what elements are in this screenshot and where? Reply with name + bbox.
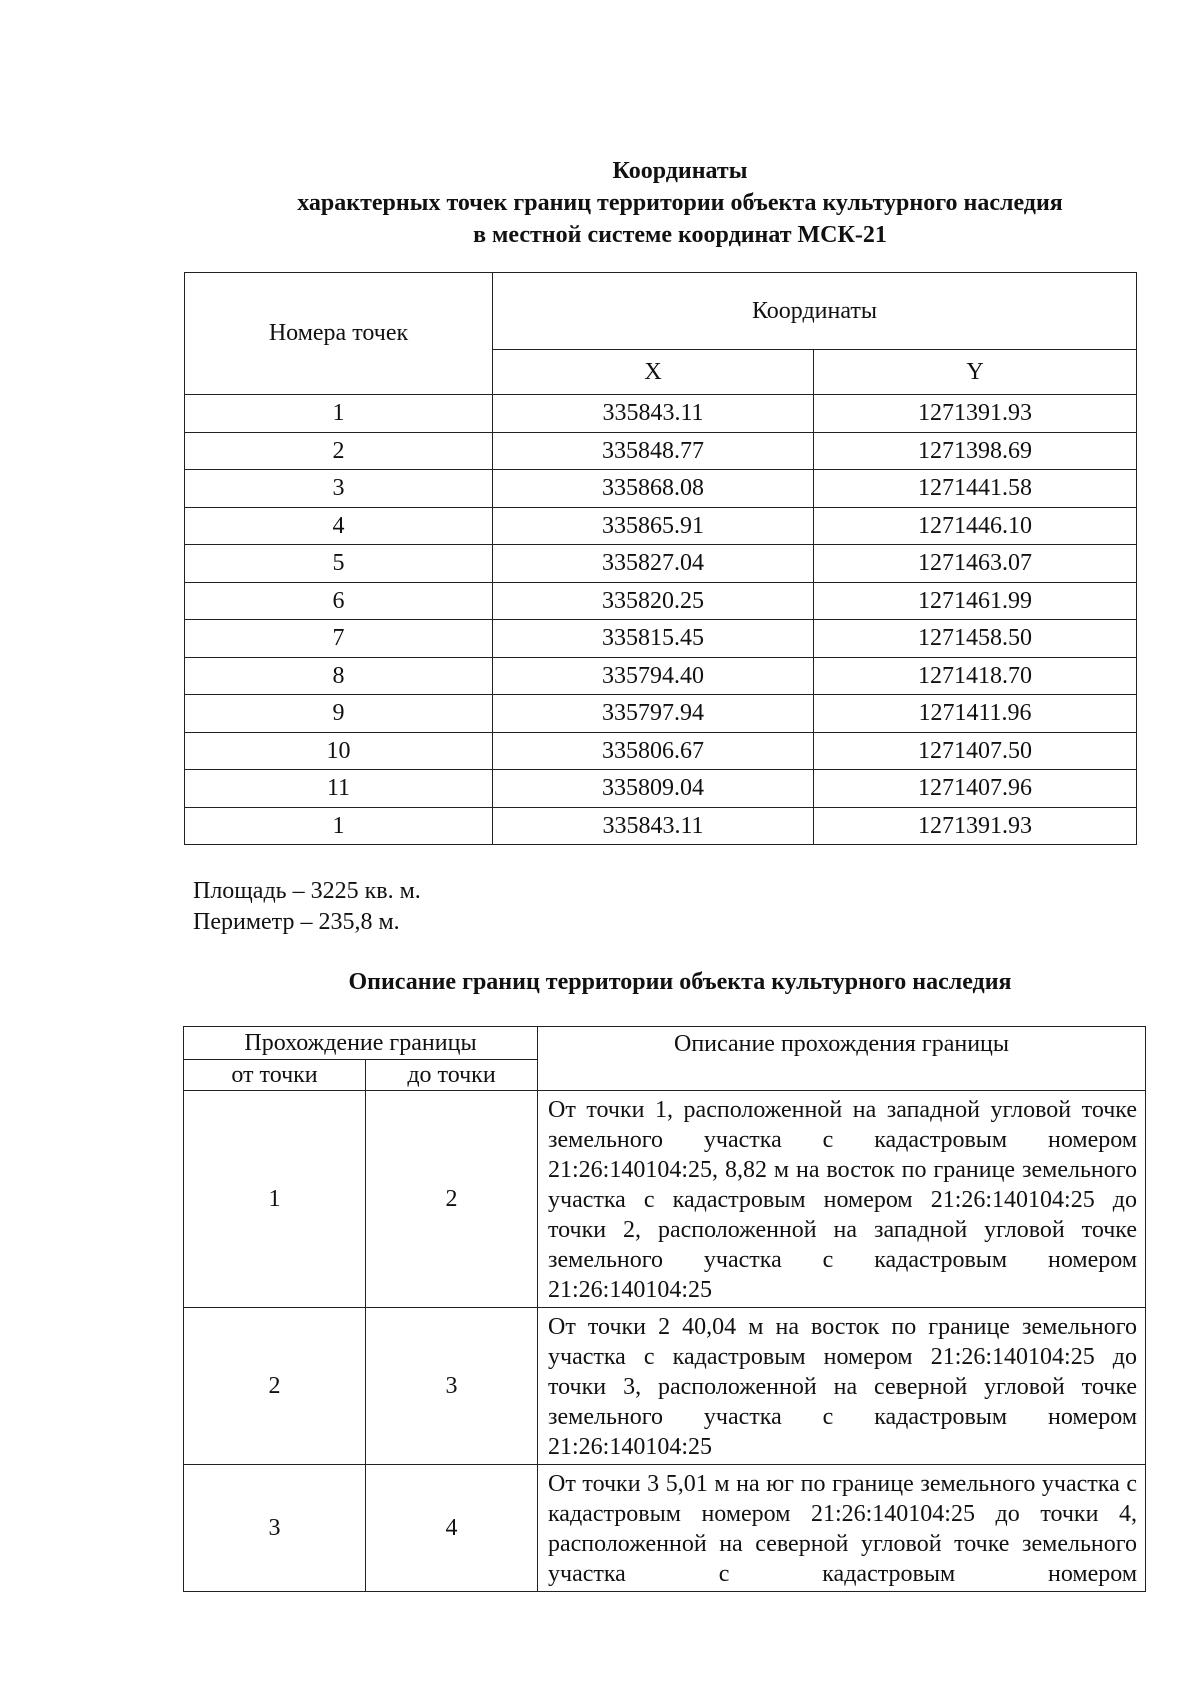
- header-x: X: [493, 350, 814, 395]
- table-row: [184, 1091, 1146, 1308]
- point-number-cell: 11: [185, 770, 493, 808]
- table-row: [185, 545, 1137, 583]
- y-coordinate-cell: 1271418.70: [814, 657, 1137, 695]
- coordinates-table: [184, 272, 1137, 845]
- point-number-cell: 10: [185, 732, 493, 770]
- boundary-description-table: [183, 1026, 1146, 1592]
- to-point-cell: 2: [366, 1091, 538, 1308]
- from-point-cell: 3: [184, 1465, 366, 1592]
- header-to-point: до точки: [366, 1060, 538, 1091]
- point-number-cell: 6: [185, 582, 493, 620]
- y-coordinate-cell: 1271441.58: [814, 470, 1137, 508]
- point-number-cell: 1: [185, 807, 493, 845]
- table-row: [184, 1308, 1146, 1465]
- x-coordinate-cell: 335868.08: [493, 470, 814, 508]
- header-from-point: от точки: [184, 1060, 366, 1091]
- x-coordinate-cell: 335815.45: [493, 620, 814, 658]
- from-point-cell: 1: [184, 1091, 366, 1308]
- summary: [193, 876, 421, 938]
- point-number-cell: 9: [185, 695, 493, 733]
- perimeter-text: Периметр – 235,8 м.: [193, 909, 400, 935]
- table-row: [185, 807, 1137, 845]
- y-coordinate-cell: 1271463.07: [814, 545, 1137, 583]
- table-row: [185, 770, 1137, 808]
- y-coordinate-cell: 1271461.99: [814, 582, 1137, 620]
- x-coordinate-cell: 335865.91: [493, 507, 814, 545]
- to-point-cell: 3: [366, 1308, 538, 1465]
- y-coordinate-cell: 1271446.10: [814, 507, 1137, 545]
- y-coordinate-cell: 1271391.93: [814, 395, 1137, 433]
- table-row: [185, 582, 1137, 620]
- x-coordinate-cell: 335797.94: [493, 695, 814, 733]
- point-number-cell: 4: [185, 507, 493, 545]
- x-coordinate-cell: 335820.25: [493, 582, 814, 620]
- header-coordinates: Координаты: [493, 273, 1137, 350]
- title-line-3: в местной системе координат МСК-21: [473, 222, 887, 248]
- point-number-cell: 1: [185, 395, 493, 433]
- y-coordinate-cell: 1271411.96: [814, 695, 1137, 733]
- x-coordinate-cell: 335848.77: [493, 432, 814, 470]
- header-passage: Прохождение границы: [184, 1027, 538, 1060]
- y-coordinate-cell: 1271391.93: [814, 807, 1137, 845]
- header-description: Описание прохождения границы: [538, 1027, 1146, 1091]
- table-row: [185, 620, 1137, 658]
- header-point-numbers: Номера точек: [185, 273, 493, 395]
- point-number-cell: 7: [185, 620, 493, 658]
- table-row: [185, 470, 1137, 508]
- table-row: [185, 395, 1137, 433]
- from-point-cell: 2: [184, 1308, 366, 1465]
- table-row: [185, 732, 1137, 770]
- y-coordinate-cell: 1271458.50: [814, 620, 1137, 658]
- document-title: [180, 155, 1180, 251]
- table-row: [185, 695, 1137, 733]
- x-coordinate-cell: 335794.40: [493, 657, 814, 695]
- point-number-cell: 2: [185, 432, 493, 470]
- point-number-cell: 5: [185, 545, 493, 583]
- y-coordinate-cell: 1271407.96: [814, 770, 1137, 808]
- description-title: Описание границ территории объекта культурного наследия: [348, 969, 1012, 995]
- description-cell: От точки 3 5,01 м на юг по границе земельного участка с кадастровым номером 21:26:140104:25 до точки 4, расположенной на северной угловой точке земельного участка с кадастровым номером: [538, 1465, 1146, 1592]
- table-row: [185, 432, 1137, 470]
- point-number-cell: 3: [185, 470, 493, 508]
- table-row: [185, 657, 1137, 695]
- x-coordinate-cell: 335806.67: [493, 732, 814, 770]
- table-row: [185, 507, 1137, 545]
- y-coordinate-cell: 1271398.69: [814, 432, 1137, 470]
- table-row: [184, 1465, 1146, 1592]
- title-line-2: характерных точек границ территории объекта культурного наследия: [297, 190, 1063, 216]
- x-coordinate-cell: 335827.04: [493, 545, 814, 583]
- x-coordinate-cell: 335843.11: [493, 807, 814, 845]
- description-cell: От точки 1, расположенной на западной угловой точке земельного участка с кадастровым номером 21:26:140104:25, 8,82 м на восток по границе земельного участка с кадастровым номером 21:26:140104:25 до точки 2, расположенной на западной угловой точке земельного участка с кадастровым номером 21:26:140104:25: [538, 1091, 1146, 1308]
- to-point-cell: 4: [366, 1465, 538, 1592]
- x-coordinate-cell: 335809.04: [493, 770, 814, 808]
- point-number-cell: 8: [185, 657, 493, 695]
- x-coordinate-cell: 335843.11: [493, 395, 814, 433]
- area-text: Площадь – 3225 кв. м.: [193, 878, 421, 904]
- y-coordinate-cell: 1271407.50: [814, 732, 1137, 770]
- coordinates-table-body: [185, 395, 1137, 845]
- title-line-1: Координаты: [612, 158, 748, 184]
- description-cell: От точки 2 40,04 м на восток по границе земельного участка с кадастровым номером 21:26:140104:25 до точки 3, расположенной на северной угловой точке земельного участка с кадастровым номером 21:26:140104:25: [538, 1308, 1146, 1465]
- header-y: Y: [814, 350, 1137, 395]
